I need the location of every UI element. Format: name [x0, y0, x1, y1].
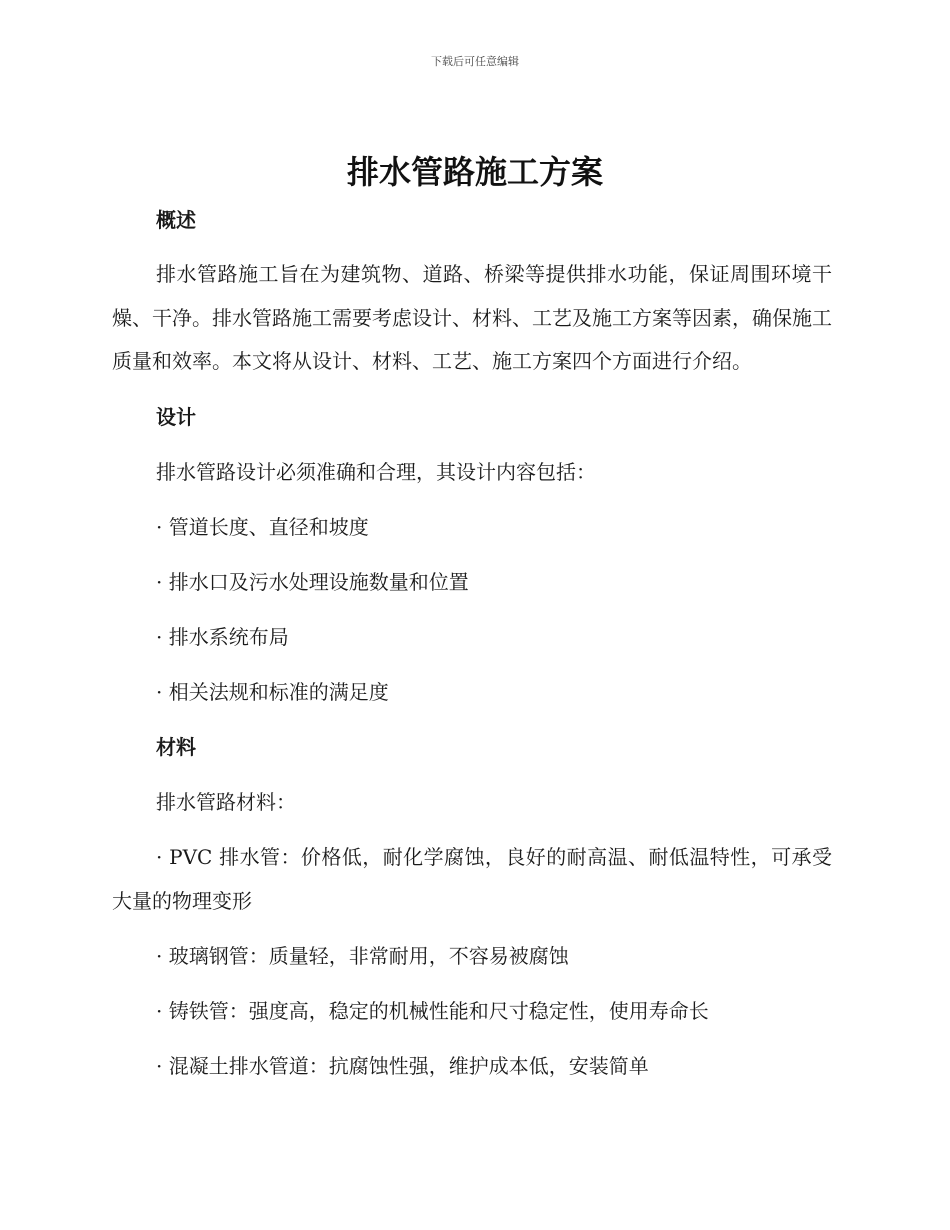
overview-paragraph: 排水管路施工旨在为建筑物、道路、桥梁等提供排水功能，保证周围环境干燥、干净。排水管路施工需要考虑设计、材料、工艺及施工方案等因素，确保施工质量和效率。本文将从设计、材料、工艺、施工方案四个方面进行介绍。 — [112, 262, 832, 373]
list-item: · 相关法规和标准的满足度 — [156, 679, 389, 704]
list-item: · 管道长度、直径和坡度 — [156, 514, 369, 539]
section-heading-overview: 概述 — [156, 208, 196, 232]
design-intro: 排水管路设计必须准确和合理，其设计内容包括： — [156, 459, 596, 484]
list-item: · 混凝土排水管道：抗腐蚀性强，维护成本低，安装简单 — [156, 1053, 649, 1078]
page-header-note: 下载后可任意编辑 — [431, 55, 519, 68]
list-item: · PVC 排水管：价格低，耐化学腐蚀，良好的耐高温、耐低温特性，可承受大量的物理变形 — [112, 844, 832, 913]
section-heading-design: 设计 — [156, 404, 196, 429]
list-item: · 铸铁管：强度高，稳定的机械性能和尺寸稳定性，使用寿命长 — [156, 998, 709, 1023]
document-title: 排水管路施工方案 — [346, 153, 603, 191]
list-item: · 玻璃钢管：质量轻，非常耐用，不容易被腐蚀 — [156, 943, 569, 968]
materials-intro: 排水管路材料： — [156, 789, 296, 814]
section-heading-materials: 材料 — [156, 734, 196, 759]
document-body — [112, 198, 832, 1088]
list-item: · 排水口及污水处理设施数量和位置 — [156, 569, 469, 594]
list-item: · 排水系统布局 — [156, 624, 289, 649]
